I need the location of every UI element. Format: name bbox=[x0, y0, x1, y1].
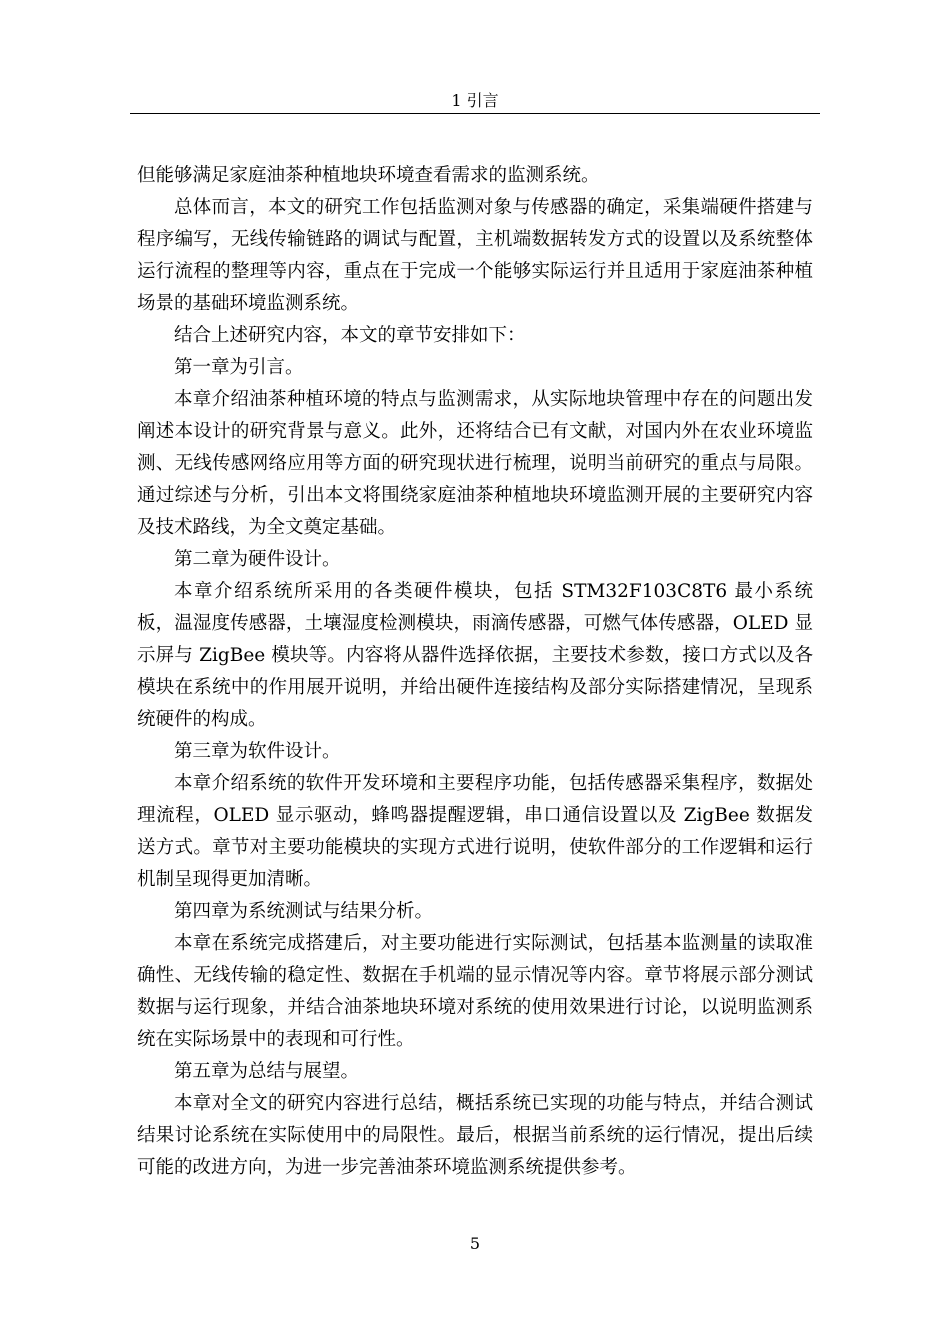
header-rule bbox=[130, 113, 820, 114]
body-text bbox=[137, 160, 813, 1184]
paragraph-chapter-intro: 结合上述研究内容，本文的章节安排如下： bbox=[174, 325, 526, 346]
chapter-2-description: 本章介绍系统所采用的各类硬件模块，包括 STM32F103C8T6 最小系统板，温湿度传感器，土壤湿度检测模块，雨滴传感器，可燃气体传感器，OLED 显示屏与 ZigBee 模块等。内容将从器件选择依据，主要技术参数，接口方式以及各模块在系统中的作用展开说明，并给出硬件连接结构及部分实际搭建情况，呈现系统硬件的构成。 bbox=[137, 581, 813, 730]
chapter-5-description: 本章对全文的研究内容进行总结，概括系统已实现的功能与特点，并结合测试结果讨论系统在实际使用中的局限性。最后，根据当前系统的运行情况，提出后续可能的改进方向，为进一步完善油茶环境监测系统提供参考。 bbox=[137, 1093, 813, 1178]
chapter-3-heading: 第三章为软件设计。 bbox=[174, 741, 341, 762]
chapter-5-heading: 第五章为总结与展望。 bbox=[174, 1061, 360, 1082]
running-header: 1 引言 bbox=[451, 91, 499, 110]
chapter-4-heading: 第四章为系统测试与结果分析。 bbox=[174, 901, 434, 922]
chapter-4-description: 本章在系统完成搭建后，对主要功能进行实际测试，包括基本监测量的读取准确性、无线传输的稳定性、数据在手机端的显示情况等内容。章节将展示部分测试数据与运行现象，并结合油茶地块环境对系统的使用效果进行讨论，以说明监测系统在实际场景中的表现和可行性。 bbox=[137, 933, 813, 1050]
chapter-3-description: 本章介绍系统的软件开发环境和主要程序功能，包括传感器采集程序，数据处理流程，OLED 显示驱动，蜂鸣器提醒逻辑，串口通信设置以及 ZigBee 数据发送方式。章节对主要功能模块的实现方式进行说明，使软件部分的工作逻辑和运行机制呈现得更加清晰。 bbox=[137, 773, 813, 890]
paragraph-summary: 总体而言，本文的研究工作包括监测对象与传感器的确定，采集端硬件搭建与程序编写，无线传输链路的调试与配置，主机端数据转发方式的设置以及系统整体运行流程的整理等内容，重点在于完成一个能够实际运行并且适用于家庭油茶种植场景的基础环境监测系统。 bbox=[137, 197, 813, 314]
chapter-1-heading: 第一章为引言。 bbox=[174, 357, 304, 378]
page-number: 5 bbox=[469, 1234, 481, 1253]
chapter-2-heading: 第二章为硬件设计。 bbox=[174, 549, 341, 570]
paragraph-continuation: 但能够满足家庭油茶种植地块环境查看需求的监测系统。 bbox=[137, 165, 600, 186]
chapter-1-description: 本章介绍油茶种植环境的特点与监测需求，从实际地块管理中存在的问题出发阐述本设计的研究背景与意义。此外，还将结合已有文献，对国内外在农业环境监测、无线传感网络应用等方面的研究现状进行梳理，说明当前研究的重点与局限。通过综述与分析，引出本文将围绕家庭油茶种植地块环境监测开展的主要研究内容及技术路线，为全文奠定基础。 bbox=[137, 389, 813, 538]
